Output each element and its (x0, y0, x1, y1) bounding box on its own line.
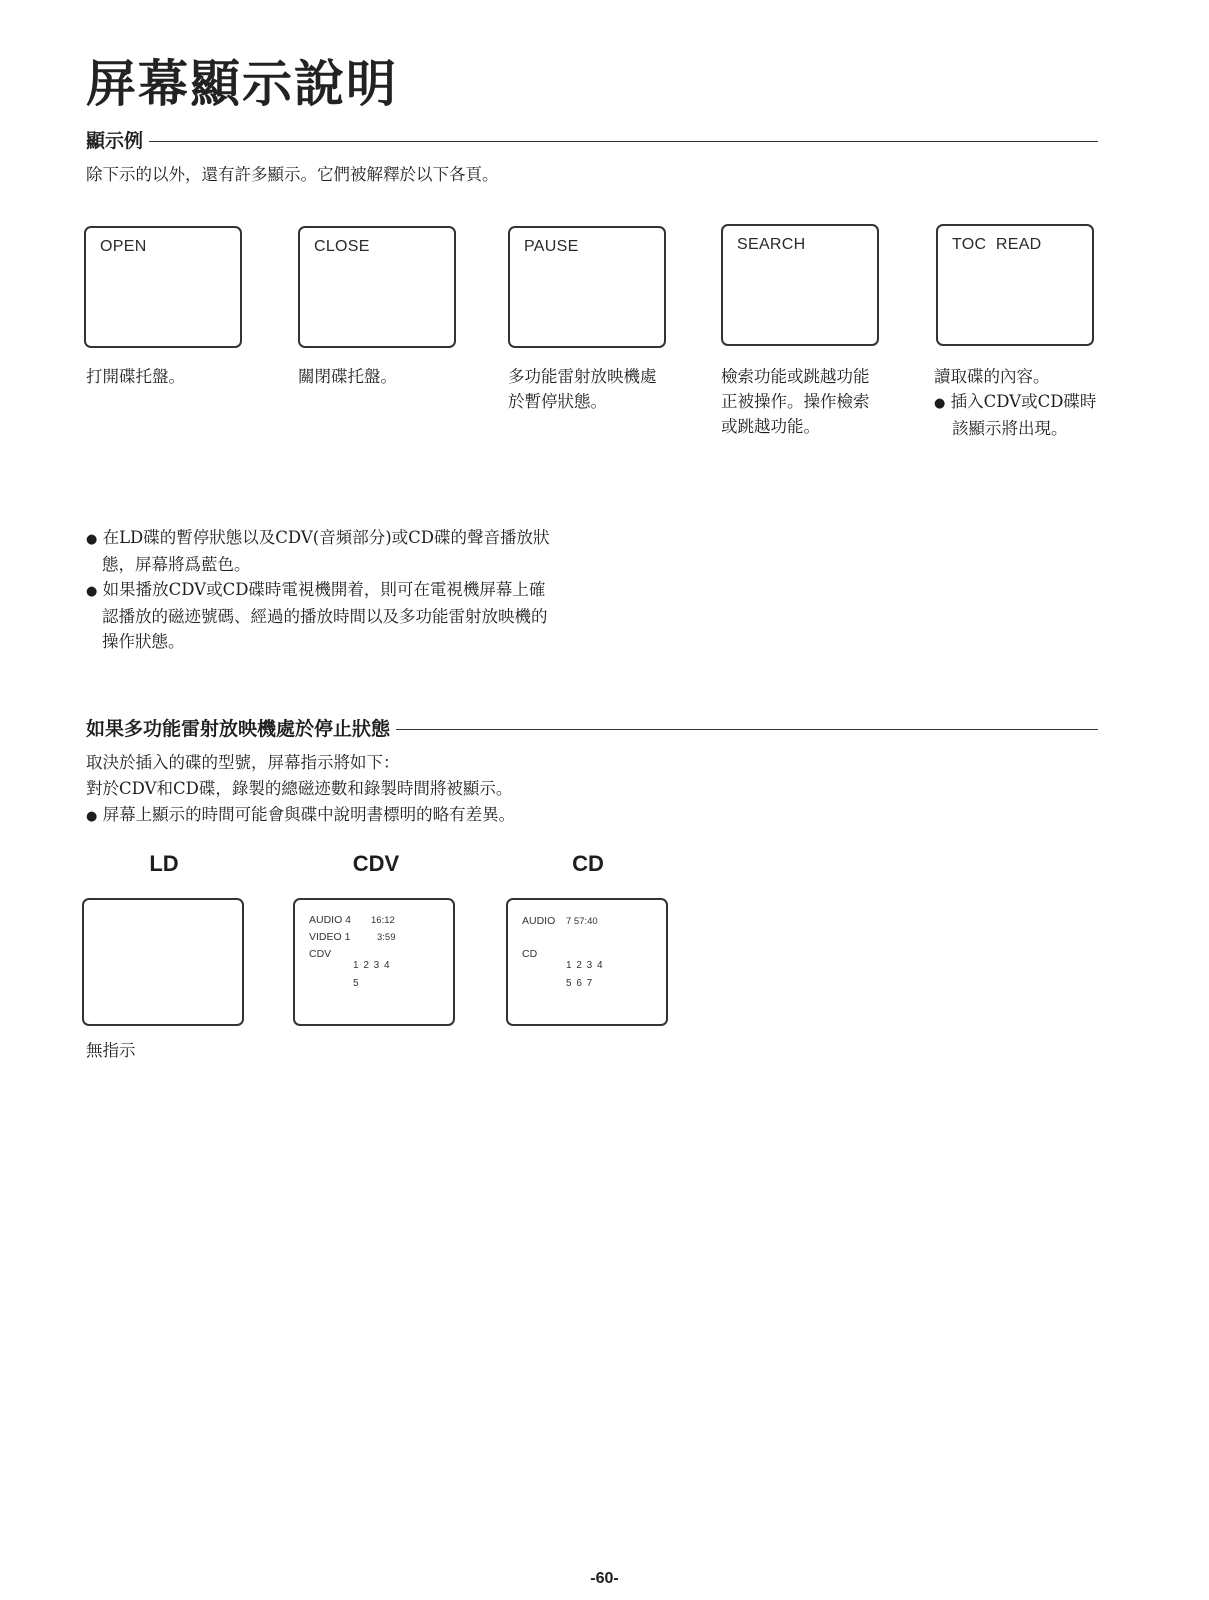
bullet-icon: ● (86, 809, 98, 824)
cd-audio-value: 7 57:40 (566, 916, 598, 927)
page-title: 屏幕顯示說明 (86, 55, 398, 113)
stop-text-2: 對於CDV和CD碟，錄製的總磁迹數和錄製時間將被顯示。 (86, 779, 513, 798)
heading-rule (396, 729, 1098, 730)
desc-line: 正被操作。操作檢索 (721, 392, 870, 411)
section-heading-label: 如果多功能雷射放映機處於停止狀態 (86, 718, 391, 740)
cd-audio-label: AUDIO (522, 915, 556, 927)
bullet-icon: ● (934, 396, 946, 411)
cdv-tracks-row1: 1 2 3 4 (353, 960, 391, 971)
screen-caption: PAUSE (524, 238, 579, 255)
desc-close (298, 364, 473, 389)
cd-tracks-row1: 1 2 3 4 (566, 960, 604, 971)
cd-label: CD (522, 948, 538, 960)
desc-line: 讀取碟的內容。 (934, 367, 1050, 386)
cdv-audio-label: AUDIO 4 (309, 914, 352, 926)
desc-pause (508, 364, 683, 414)
bullet-icon: ● (86, 584, 98, 599)
type-label-cd: CD (572, 851, 604, 876)
desc-line: 關閉碟托盤。 (298, 367, 397, 386)
bullet-text: 如果播放CDV或CD碟時電視機開着，則可在電視機屏幕上確認播放的磁迹號碼、經過的播放時間以及多功能雷射放映機的操作狀態。 (102, 580, 548, 651)
screen-caption: SEARCH (737, 236, 806, 253)
cdv-video-time: 3:59 (377, 932, 396, 943)
screen-open (84, 226, 242, 348)
screen-cdv (293, 898, 455, 1026)
bullet-text: 在LD碟的暫停狀態以及CDV(音頻部分)或CD碟的聲音播放狀態，屏幕將爲藍色。 (102, 528, 550, 574)
screen-toc-read (936, 224, 1094, 346)
screen-ld (82, 898, 244, 1026)
screen-close (298, 226, 456, 348)
desc-toc-read (934, 364, 1106, 441)
desc-search (721, 364, 896, 439)
page-number: -60- (590, 1570, 619, 1587)
screen-cd (506, 898, 668, 1026)
bullet-item (86, 525, 556, 577)
cdv-audio-time: 16:12 (371, 915, 395, 926)
ld-caption: 無指示 (86, 1041, 136, 1060)
desc-line: 檢索功能或跳越功能 (721, 367, 870, 386)
screen-search (721, 224, 879, 346)
stop-note (86, 802, 515, 829)
screen-caption: CLOSE (314, 238, 370, 255)
cdv-tracks-row2: 5 (353, 978, 359, 989)
desc-line: 或跳越功能。 (721, 417, 820, 436)
bullet-icon: ● (86, 532, 98, 547)
section-heading-stop (86, 716, 1098, 742)
cdv-label: CDV (309, 948, 332, 960)
stop-note-text: 屏幕上顯示的時間可能會與碟中說明書標明的略有差異。 (102, 805, 516, 824)
desc-note (934, 389, 1106, 441)
section-heading-examples (86, 128, 1098, 154)
type-label-ld: LD (149, 851, 179, 876)
screen-caption: TOC READ (952, 236, 1042, 253)
desc-line: 於暫停狀態。 (508, 392, 607, 411)
stop-text-1: 取決於插入的碟的型號，屏幕指示將如下： (86, 753, 400, 772)
section-heading-label: 顯示例 (86, 130, 144, 152)
intro-text: 除下示的以外，還有許多顯示。它們被解釋於以下各頁。 (86, 165, 499, 184)
bullet-list (86, 525, 556, 654)
screen-caption: OPEN (100, 238, 147, 255)
note-text: 插入CDV或CD碟時該顯示將出現。 (950, 392, 1097, 438)
screen-pause (508, 226, 666, 348)
heading-rule (149, 141, 1098, 142)
desc-open (86, 364, 261, 389)
desc-line: 多功能雷射放映機處 (508, 367, 657, 386)
cd-tracks-row2: 5 6 7 (566, 978, 594, 989)
bullet-item (86, 577, 556, 654)
type-label-cdv: CDV (352, 851, 400, 876)
cdv-video-label: VIDEO 1 (309, 931, 351, 943)
desc-line: 打開碟托盤。 (86, 367, 185, 386)
